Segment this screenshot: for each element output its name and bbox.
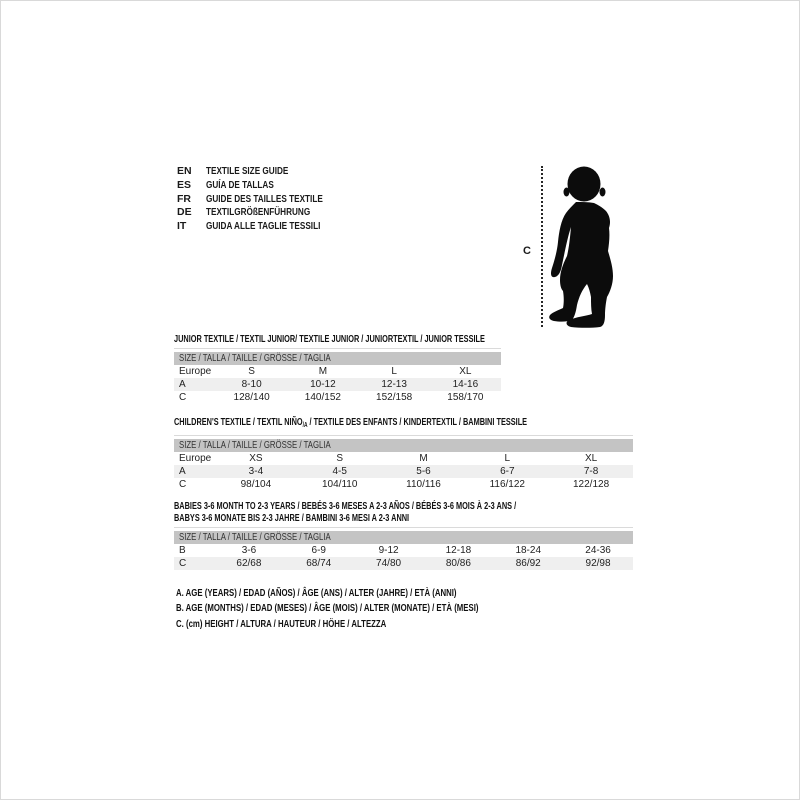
language-guide-title: GUIDA ALLE TAGLIE TESSILI [206, 220, 321, 233]
row-label-cell: Europe [179, 453, 212, 464]
table-size-header: SIZE / TALLA / TAILLE / GRÖSSE / TAGLIA [174, 439, 633, 452]
language-row [177, 206, 356, 220]
table-top-rule [174, 527, 633, 528]
language-code: EN [177, 165, 192, 177]
table-cell: 62/68 [236, 558, 262, 569]
size-table-children [174, 416, 633, 491]
table-cell: 80/86 [445, 558, 471, 569]
row-label-cell: C [179, 479, 187, 490]
table-cell: 5-6 [416, 466, 431, 477]
size-table-babies [174, 500, 633, 570]
table-row [174, 478, 633, 491]
language-code: FR [177, 192, 191, 205]
table-cell: 3-6 [241, 545, 257, 556]
language-code: ES [177, 178, 192, 191]
table-row [174, 391, 501, 404]
row-label-cell: Europe [179, 366, 212, 377]
table-cell: 110/116 [406, 479, 441, 490]
row-label-cell: A [179, 379, 186, 390]
table-row [174, 544, 633, 557]
row-label-cell: B [179, 545, 186, 556]
table-cell: 74/80 [376, 558, 402, 569]
table-title: BABYS 3-6 MONATE BIS 2-3 JAHRE / BAMBINI 3-6 MESI A 2-3 ANNI [174, 512, 410, 524]
table-title: JUNIOR TEXTILE / TEXTIL JUNIOR/ TEXTILE JUNIOR / JUNIORTEXTIL / JUNIOR TESSILE [174, 333, 485, 345]
height-measure-dotted-line [541, 166, 543, 327]
table-title: BABIES 3-6 MONTH TO 2-3 YEARS / BEBÉS 3-6 MESES A 2-3 AÑOS / BÉBÉS 3-6 MOIS À 2-3 ANS / [174, 500, 517, 512]
table-top-rule [174, 348, 501, 349]
table-cell: 122/128 [573, 479, 610, 490]
table-cell: M [318, 366, 328, 377]
table-cell: 6-9 [311, 545, 326, 556]
table-cell: 14-16 [452, 379, 479, 390]
language-code: DE [177, 206, 192, 219]
language-row [177, 220, 356, 234]
table-cell: 116/122 [489, 479, 525, 490]
footnote: A. AGE (YEARS) / EDAD (AÑOS) / ÂGE (ANS) / ALTER (JAHRE) / ETÀ (ANNI) [176, 588, 457, 599]
table-cell: 18-24 [515, 545, 542, 556]
baby-silhouette [548, 164, 618, 330]
language-row [177, 193, 356, 207]
table-size-header: SIZE / TALLA / TAILLE / GRÖSSE / TAGLIA [174, 352, 501, 365]
table-cell: L [504, 453, 511, 464]
row-label-cell: C [179, 392, 187, 403]
row-label-cell: C [179, 558, 187, 569]
size-table-junior [174, 333, 501, 404]
table-cell: 86/92 [515, 558, 541, 569]
language-guide-title: TEXTILGRÖßENFÜHRUNG [206, 206, 311, 219]
table-cell: M [419, 453, 428, 464]
table-cell: 104/110 [321, 479, 358, 490]
table-title: CHILDREN'S TEXTILE / TEXTIL $NIÑO_{/A}$ / TEXTILE DES ENFANTS / KINDERTEXTIL / BAMBINI TESSILE [174, 416, 528, 429]
table-cell: XL [459, 366, 472, 377]
table-cell: 128/140 [233, 392, 270, 403]
table-cell: 152/158 [376, 392, 413, 403]
table-cell: 12-18 [445, 545, 472, 556]
table-row [174, 465, 633, 478]
footnotes [176, 586, 564, 632]
row-label-cell: A [179, 466, 186, 477]
language-code: IT [177, 220, 187, 233]
table-cell: XS [249, 453, 263, 464]
table-cell: 7-8 [583, 466, 599, 477]
table-cell: 3-4 [248, 466, 264, 477]
table-cell: 92/98 [585, 558, 611, 569]
table-cell: 4-5 [332, 466, 347, 477]
language-title-list [177, 165, 356, 234]
language-row [177, 179, 356, 193]
table-cell: L [391, 366, 397, 377]
language-guide-title: GUÍA DE TALLAS [206, 178, 274, 191]
footnote: B. AGE (MONTHS) / EDAD (MESES) / ÂGE (MOIS) / ALTER (MONATE) / ETÀ (MESI) [176, 603, 479, 615]
table-cell: 12-13 [381, 379, 407, 390]
table-cell: 98/104 [240, 479, 272, 490]
table-row [174, 365, 501, 378]
table-cell: S [336, 453, 344, 464]
table-cell: 6-7 [500, 466, 515, 477]
table-cell: 140/152 [304, 392, 341, 403]
table-cell: 8-10 [241, 379, 262, 390]
language-guide-title: TEXTILE SIZE GUIDE [206, 165, 289, 177]
table-row [174, 452, 633, 465]
table-cell: XL [584, 453, 598, 464]
table-row [174, 557, 633, 570]
footnote: C. (cm) HEIGHT / ALTURA / HAUTEUR / HÖHE / ALTEZZA [176, 618, 387, 630]
table-cell: 10-12 [310, 379, 336, 390]
table-cell: S [248, 366, 255, 377]
table-cell: 68/74 [306, 558, 332, 569]
language-row [177, 165, 356, 179]
table-cell: 9-12 [378, 545, 399, 556]
table-size-header: SIZE / TALLA / TAILLE / GRÖSSE / TAGLIA [174, 531, 633, 544]
table-row [174, 378, 501, 391]
figure-height-label: C [523, 245, 531, 257]
table-cell: 158/170 [447, 392, 484, 403]
table-cell: 24-36 [585, 545, 611, 556]
language-guide-title: GUIDE DES TAILLES TEXTILE [206, 192, 323, 205]
table-top-rule [174, 435, 633, 436]
